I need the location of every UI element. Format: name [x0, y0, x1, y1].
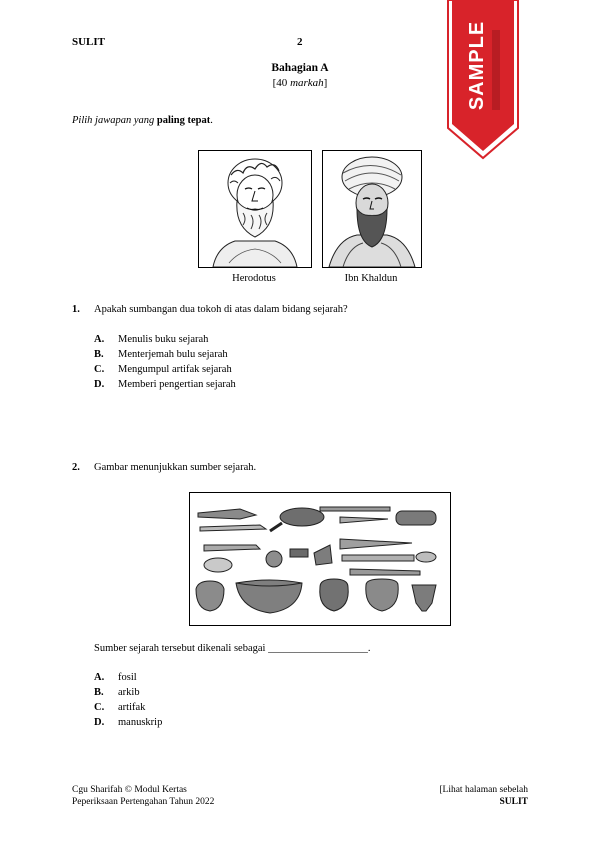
instruction: Pilih jawapan yang paling tepat.	[72, 115, 213, 126]
turban-portrait-icon	[323, 151, 421, 267]
footer-next-page: [Lihat halaman sebelah	[439, 785, 528, 795]
question-1-number: 1.	[72, 304, 80, 315]
footer-sulit: SULIT	[499, 797, 528, 807]
caption-ibn-khaldun: Ibn Khaldun	[344, 273, 398, 284]
ibn-khaldun-portrait	[322, 150, 422, 268]
question-1-text: Apakah sumbangan dua tokoh di atas dalam bidang sejarah?	[94, 304, 348, 315]
page-number: 2	[297, 36, 303, 48]
footer-exam: Peperiksaan Pertengahan Tahun 2022	[72, 797, 215, 807]
sample-stamp-text: SAMPLE	[466, 20, 489, 110]
bust-portrait-icon	[199, 151, 311, 267]
header-sulit: SULIT	[72, 36, 106, 48]
footer-left	[72, 784, 214, 808]
footer-right	[439, 784, 528, 808]
artifacts-image	[189, 492, 451, 626]
section-title: Bahagian A	[271, 62, 329, 74]
footer-author: Cgu Sharifah © Modul Kertas	[72, 785, 187, 795]
answer-blank[interactable]: ___________________	[268, 643, 368, 654]
question-2-statement: Sumber sejarah tersebut dikenali sebagai ___________________.	[94, 643, 371, 654]
artifacts-icon	[190, 493, 450, 625]
section-marks: [40 markah]	[272, 77, 328, 89]
caption-herodotus: Herodotus	[232, 273, 276, 284]
question-2-number: 2.	[72, 462, 80, 473]
question-2-text: Gambar menunjukkan sumber sejarah.	[94, 462, 257, 473]
herodotus-portrait	[198, 150, 312, 268]
